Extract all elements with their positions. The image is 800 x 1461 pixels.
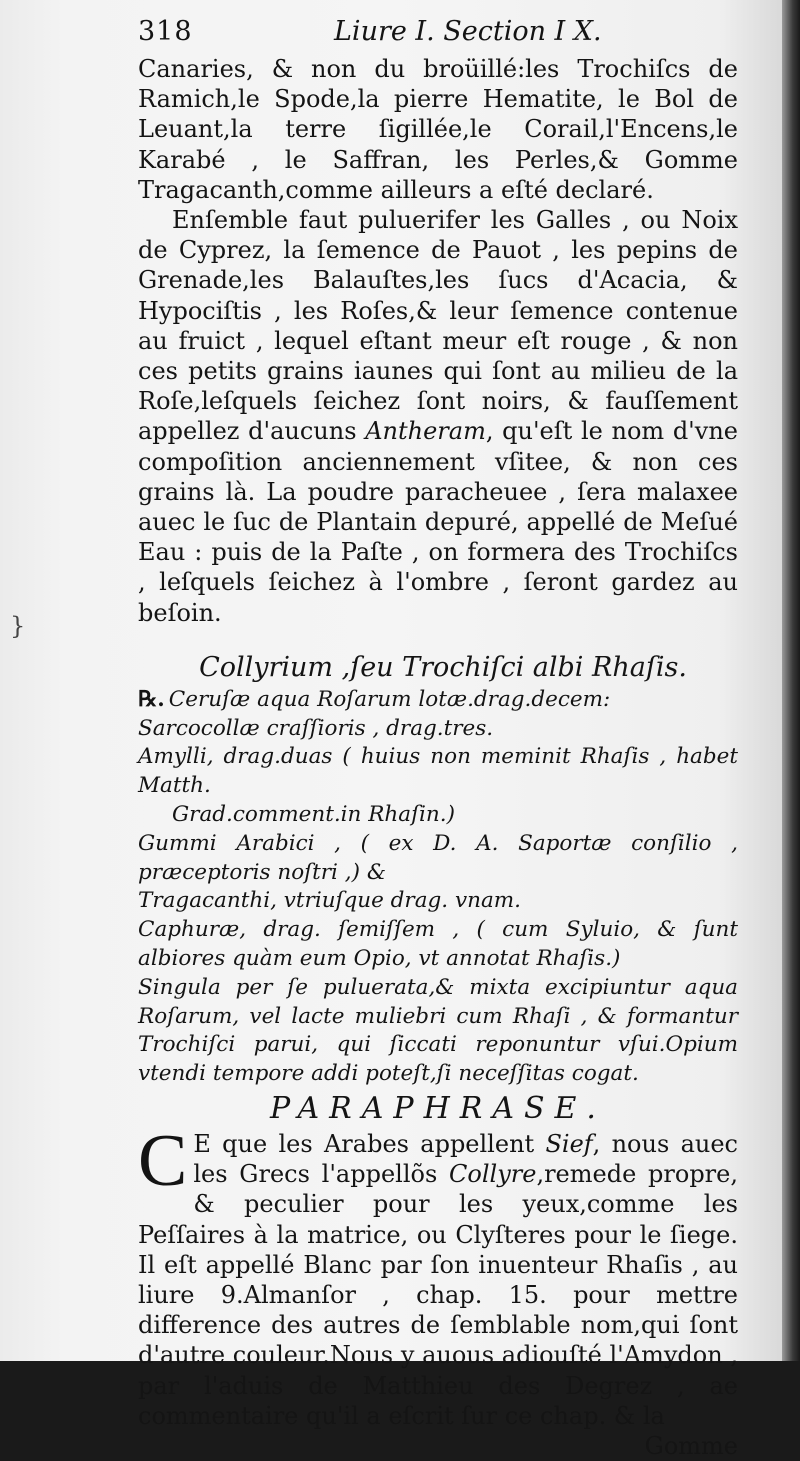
recipe-line: Gummi Arabici , ( ex D. A. Saportæ conſilio , præceptoris noſtri ,) &	[138, 830, 738, 885]
recipe-title: Collyrium ,ſeu Trochiſci albi Rhaſis.	[199, 651, 687, 683]
recipe-line	[138, 686, 738, 715]
page-body	[138, 54, 738, 1461]
collyre-term: Collyre	[449, 1160, 537, 1189]
sief-term: Sief	[545, 1130, 593, 1159]
recipe-line: Grad.comment.in Rhaſin.)	[172, 802, 455, 828]
running-title: Liure I. Section I X.	[334, 16, 602, 47]
paraphrase-text: E que les Arabes appellent	[193, 1130, 535, 1159]
recipe-line-text: Ceruſæ aqua Roſarum lotæ.drag.decem:	[168, 686, 611, 712]
paragraph-continuation: Canaries, & non du broüillé:les Trochiſcs de Ramich,le Spode,la pierre Hematite, le Bol de Leuant,la terre ſigillée,le Corail,l'Encens,le Karabé , le Saffran, les Perles,& Gomme Tragacanth,comme ailleurs a eſté declaré.	[138, 55, 738, 204]
recipe-line: Singula per ſe puluerata,& mixta excipiuntur aqua Roſarum, vel lacte muliebri cum Rhaſi , & formantur Trochiſci parui, qui ſiccati reponuntur vſui.Opium vtendi tempore addi poteſt,ſi neceſſitas cogat.	[138, 974, 738, 1087]
book-gutter-shadow	[782, 0, 800, 1361]
paraphrase-heading: PARAPHRASE.	[270, 1091, 606, 1127]
recipe-line: Amylli, drag.duas ( huius non meminit Rhaſis , habet Matth.	[138, 744, 738, 799]
paragraph-preparation-rest: , qu'eſt le nom d'vne compoſition anciennement vſitee, & non ces grains là. La poudre paracheuee , ſera malaxee auec le ſuc de Plantain depuré, appellé de Meſué Eau : puis de la Paſte , on formera des Trochiſcs , leſquels ſeichez à l'ombre , ſeront gardez au beſoin.	[138, 417, 738, 627]
recipe-line: Sarcocollæ craſſioris , drag.tres.	[138, 715, 494, 741]
paraphrase-text: , nous auec les Grecs l'appellõs	[193, 1130, 738, 1189]
recipe-block	[138, 686, 738, 1089]
catchword: Gomme	[644, 1432, 738, 1461]
page-header	[138, 10, 738, 50]
recipe-symbol: ℞.	[138, 686, 165, 712]
paraphrase-text: ,remede propre, & peculier pour les yeux,comme les Peſſaires à la matrice, ou Clyſteres pour le ſiege. Il eſt appellé Blanc par ſon inuenteur Rhaſis , au liure 9.Almanſor , chap. 15. pour mettre difference des autres de ſemblable nom,qui ſont d'autre couleur.Nous y auous adiouſté l'Amydon , par l'aduis de Matthieu des Degrez , ae commentaire qu'il a eſcrit ſur ce chap. & la	[138, 1160, 738, 1430]
antheram-term: Antheram	[365, 417, 486, 446]
recipe-line: Caphuræ, drag. ſemiſſem , ( cum Syluio, & ſunt albiores quàm eum Opio, vt annotat Rhaſis.)	[138, 917, 738, 972]
recipe-line: Tragacanthi, vtriuſque drag. vnam.	[138, 888, 521, 914]
paraphrase-paragraph	[138, 1120, 738, 1431]
paragraph-preparation	[138, 205, 738, 628]
paragraph-preparation-text: Enſemble faut puluerifer les Galles , ou Noix de Cyprez, la ſemence de Pauot , les pepins de Grenade,les Balauſtes,les ſucs d'Acacia, & Hypociſtis , les Roſes,& leur ſemence contenue au fruict , lequel eſtant meur eſt rouge , & non ces petits grains iaunes qui ſont au milieu de la Roſe,leſquels ſeichez ſont noirs, & fauſſement appellez d'aucuns	[138, 206, 738, 446]
margin-bracket: }	[10, 612, 26, 640]
page-number: 318	[138, 16, 193, 47]
drop-capital: C	[138, 1120, 188, 1203]
